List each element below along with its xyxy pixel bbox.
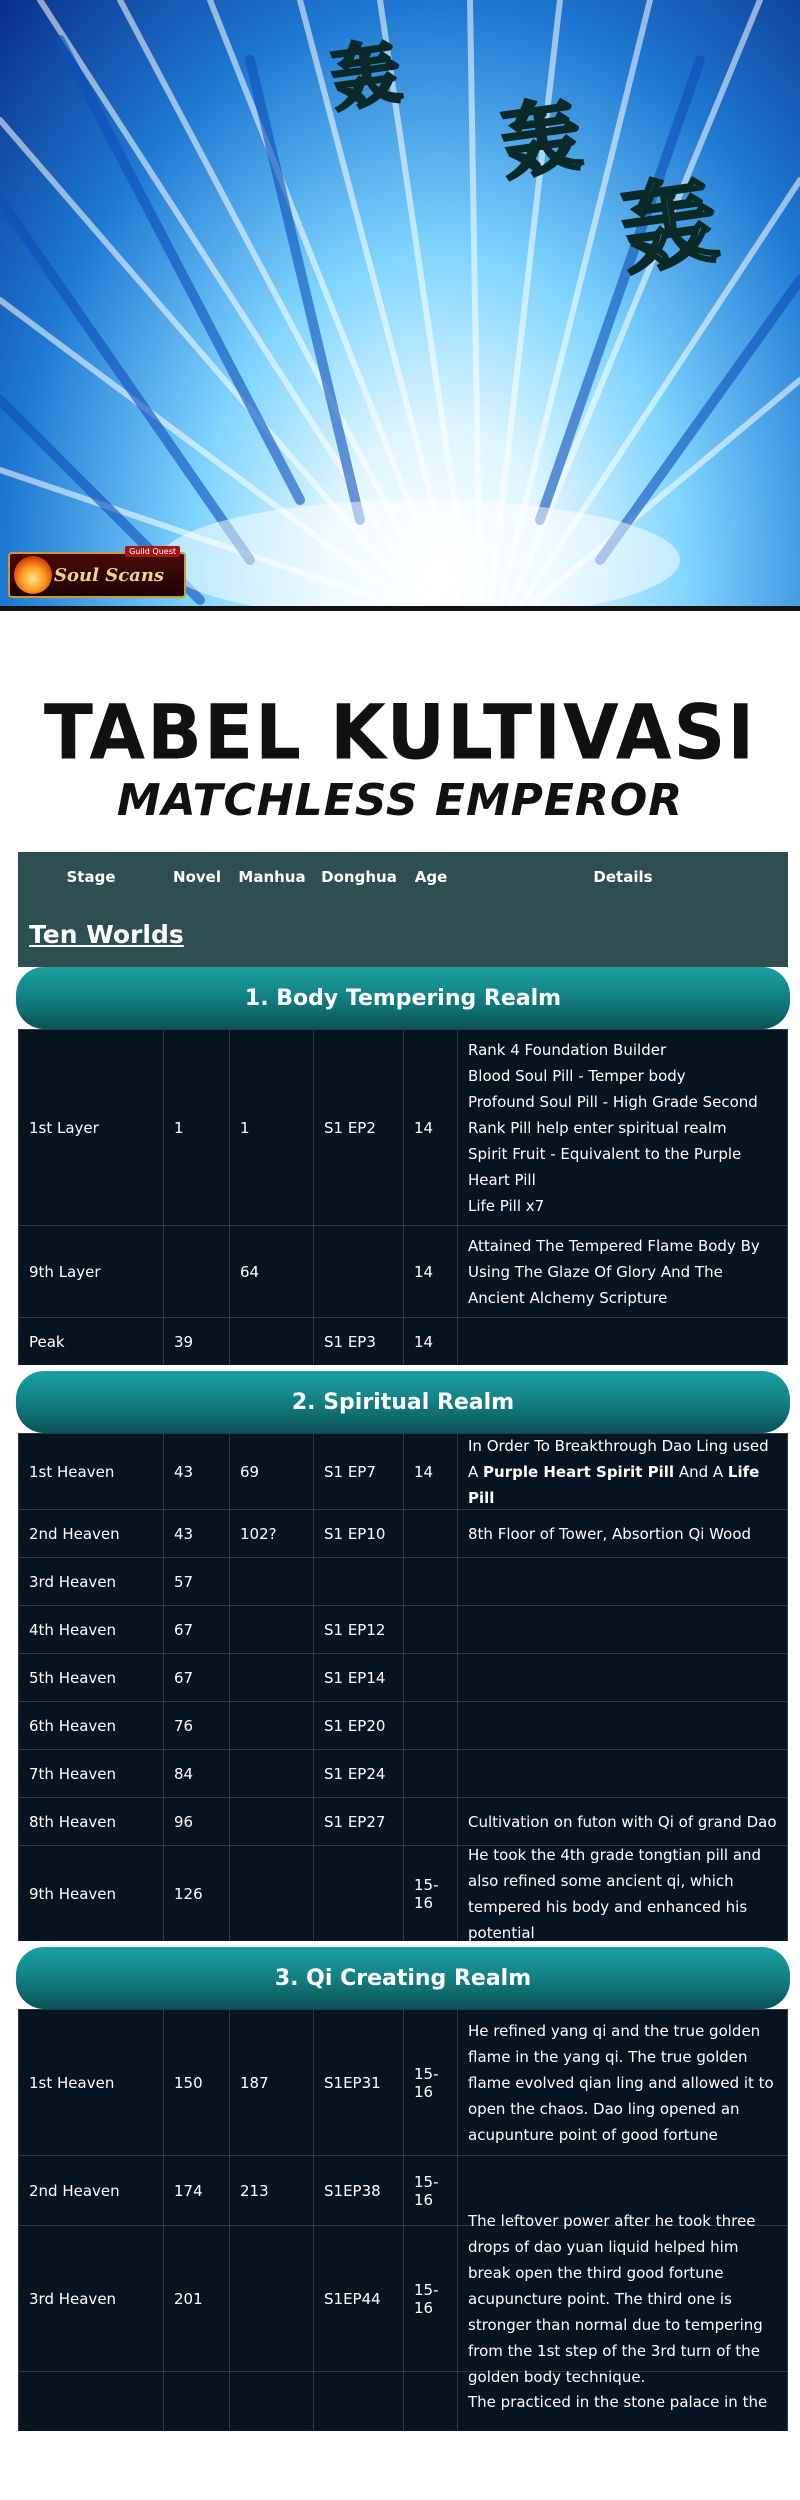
details-line: 8th Floor of Tower, Absortion Qi Wood [468, 1524, 752, 1543]
cell-donghua [314, 1558, 404, 1605]
table-row [18, 1225, 788, 1317]
cell-details [458, 1558, 788, 1605]
cell-donghua: S1EP31 [314, 2010, 404, 2155]
section-ten-worlds[interactable]: Ten Worlds [18, 902, 788, 967]
cell-donghua: S1 EP2 [314, 1030, 404, 1225]
realm-header: 1. Body Tempering Realm [16, 967, 790, 1029]
cell-donghua: S1 EP12 [314, 1606, 404, 1653]
table-row [18, 1317, 788, 1365]
sfx-glyph-2: 轰 [494, 87, 588, 192]
details-line: Cultivation on futon with Qi of grand Dao [468, 1812, 777, 1831]
cell-donghua: S1 EP14 [314, 1654, 404, 1701]
details-line: The practiced in the stone palace in the [468, 2392, 768, 2411]
cell-manhua [230, 1750, 314, 1797]
cell-details [458, 1750, 788, 1797]
cell-novel: 67 [164, 1606, 230, 1653]
cell-manhua [230, 1558, 314, 1605]
cell-age [404, 2372, 458, 2431]
cell-manhua: 187 [230, 2010, 314, 2155]
cell-donghua: S1 EP3 [314, 1318, 404, 1365]
cell-novel: 43 [164, 1434, 230, 1509]
hero-banner [0, 0, 800, 606]
cell-stage: 9th Heaven [18, 1846, 164, 1941]
cell-age [404, 1606, 458, 1653]
cell-age [404, 1510, 458, 1557]
details-span: In Order To Breakthrough Dao Ling used A [468, 1436, 769, 1481]
details-line: Profound Soul Pill - High Grade Second Rank Pill help enter spiritual realm [468, 1092, 758, 1137]
table-row [18, 1029, 788, 1225]
cell-donghua: S1 EP10 [314, 1510, 404, 1557]
cell-age: 15-16 [404, 1846, 458, 1941]
cell-donghua: S1 EP27 [314, 1798, 404, 1845]
cell-novel [164, 1226, 230, 1317]
cell-stage: 3rd Heaven [18, 1558, 164, 1605]
cell-manhua [230, 2226, 314, 2371]
table-row [18, 1509, 788, 1557]
cell-details [458, 1654, 788, 1701]
header-manhua: Manhua [238, 868, 306, 886]
cell-donghua [314, 1846, 404, 1941]
cell-novel: 201 [164, 2226, 230, 2371]
details-bold: Life Pill [468, 1462, 760, 1507]
cell-novel: 39 [164, 1318, 230, 1365]
cell-manhua: 69 [230, 1434, 314, 1509]
table-row [18, 1749, 788, 1797]
page-subtitle: MATCHLESS EMPEROR [116, 775, 684, 826]
cell-novel: 1 [164, 1030, 230, 1225]
cell-novel: 84 [164, 1750, 230, 1797]
header-age: Age [414, 868, 448, 886]
header-novel: Novel [173, 868, 221, 886]
cell-manhua [230, 1798, 314, 1845]
cell-manhua [230, 1846, 314, 1941]
cell-age [404, 1702, 458, 1749]
cell-donghua: S1 EP20 [314, 1702, 404, 1749]
cell-details [458, 1702, 788, 1749]
cell-stage: 1st Layer [18, 1030, 164, 1225]
table-row [18, 1797, 788, 1845]
cell-age: 15-16 [404, 2226, 458, 2371]
flame-icon [14, 556, 52, 594]
cell-age [404, 1798, 458, 1845]
details-line: He took the 4th grade tongtian pill and also refined some ancient qi, which tempered his body and enhanced his potential [468, 1845, 762, 1942]
cell-manhua [230, 1702, 314, 1749]
details-line: He refined yang qi and the true golden flame in the yang qi. The true golden flame evolved qian ling and allowed it to open the chaos. Dao ling opened an acupunture point of good fortune [468, 2021, 774, 2144]
cell-stage: 1st Heaven [18, 2010, 164, 2155]
header-details: Details [593, 868, 653, 886]
cell-manhua [230, 1606, 314, 1653]
cell-details [458, 1434, 788, 1509]
table-row [18, 2371, 788, 2431]
divider [0, 606, 800, 611]
soul-scans-logo [8, 547, 186, 598]
table-row [18, 1701, 788, 1749]
cell-donghua [314, 1226, 404, 1317]
cell-manhua: 102? [230, 1510, 314, 1557]
cell-details [458, 2372, 788, 2431]
cell-novel: 126 [164, 1846, 230, 1941]
cell-details [458, 1798, 788, 1845]
cell-donghua [314, 2372, 404, 2431]
table-row [18, 1845, 788, 1941]
cell-novel: 43 [164, 1510, 230, 1557]
logo-tag: Guild Quest [125, 546, 180, 557]
cell-details [458, 2211, 788, 2386]
details-bold: Purple Heart Spirit Pill [483, 1462, 675, 1481]
cell-stage [18, 2372, 164, 2431]
cell-manhua [230, 1654, 314, 1701]
header-donghua: Donghua [321, 868, 397, 886]
cell-stage: 8th Heaven [18, 1798, 164, 1845]
details-line: Rank 4 Foundation Builder [468, 1040, 667, 1059]
details-text [468, 1433, 777, 1511]
cell-novel: 96 [164, 1798, 230, 1845]
cell-stage: 9th Layer [18, 1226, 164, 1317]
details-line: The leftover power after he took three drops of dao yuan liquid helped him break open the third good fortune acupuncture point. The third one is stronger than normal due to tempering from the 1st step of the 3rd turn of the golden body technique. [468, 2211, 763, 2386]
cell-age: 14 [404, 1030, 458, 1225]
cell-details [458, 2010, 788, 2155]
cell-stage: Peak [18, 1318, 164, 1365]
cell-details [458, 1318, 788, 1365]
cell-stage: 2nd Heaven [18, 1510, 164, 1557]
cell-manhua [230, 1318, 314, 1365]
cell-novel [164, 2372, 230, 2431]
cell-novel: 150 [164, 2010, 230, 2155]
cell-age [404, 1750, 458, 1797]
cell-stage: 6th Heaven [18, 1702, 164, 1749]
cell-details [458, 1510, 788, 1557]
cell-manhua: 64 [230, 1226, 314, 1317]
realms-container [18, 967, 788, 2431]
cell-age: 14 [404, 1226, 458, 1317]
table-row [18, 1605, 788, 1653]
cell-age: 14 [404, 1318, 458, 1365]
details-span: And A [674, 1462, 728, 1481]
cell-age: 14 [404, 1434, 458, 1509]
header-stage: Stage [66, 868, 116, 886]
cell-stage: 7th Heaven [18, 1750, 164, 1797]
cell-manhua [230, 2372, 314, 2431]
cell-manhua: 1 [230, 1030, 314, 1225]
sfx-glyph-1: 轰 [325, 30, 407, 122]
cell-age: 15-16 [404, 2156, 458, 2225]
table-row [18, 1653, 788, 1701]
cell-novel: 57 [164, 1558, 230, 1605]
logo-text: Soul Scans [54, 564, 165, 586]
table-row [18, 1557, 788, 1605]
details-line: Attained The Tempered Flame Body By Using The Glaze Of Glory And The Ancient Alchemy Scripture [468, 1236, 760, 1307]
cell-manhua: 213 [230, 2156, 314, 2225]
cell-stage: 4th Heaven [18, 1606, 164, 1653]
cell-details [458, 1030, 788, 1225]
cultivation-table [18, 852, 788, 2431]
details-line: Blood Soul Pill - Temper body [468, 1066, 686, 1085]
sfx-glyph-3: 轰 [613, 163, 725, 289]
cell-stage: 1st Heaven [18, 1434, 164, 1509]
cell-stage: 5th Heaven [18, 1654, 164, 1701]
cell-donghua: S1EP38 [314, 2156, 404, 2225]
details-line: Spirit Fruit - Equivalent to the Purple Heart Pill [468, 1144, 742, 1189]
cell-age [404, 1558, 458, 1605]
cell-stage: 3rd Heaven [18, 2226, 164, 2371]
cell-donghua: S1 EP24 [314, 1750, 404, 1797]
realm-header: 2. Spiritual Realm [16, 1371, 790, 1433]
cell-novel: 174 [164, 2156, 230, 2225]
table-row [18, 1433, 788, 1509]
cell-age: 15-16 [404, 2010, 458, 2155]
cell-stage: 2nd Heaven [18, 2156, 164, 2225]
cell-novel: 67 [164, 1654, 230, 1701]
cell-details [458, 1606, 788, 1653]
cell-age [404, 1654, 458, 1701]
cell-donghua: S1EP44 [314, 2226, 404, 2371]
cell-details [458, 1226, 788, 1317]
realm-header: 3. Qi Creating Realm [16, 1947, 790, 2009]
cell-novel: 76 [164, 1702, 230, 1749]
table-row [18, 2009, 788, 2155]
page-title: TABEL KULTIVASI [43, 687, 757, 777]
cell-details [458, 1846, 788, 1941]
table-header [18, 852, 788, 902]
details-line: Life Pill x7 [468, 1196, 545, 1215]
cell-donghua: S1 EP7 [314, 1434, 404, 1509]
table-row [18, 2211, 788, 2386]
